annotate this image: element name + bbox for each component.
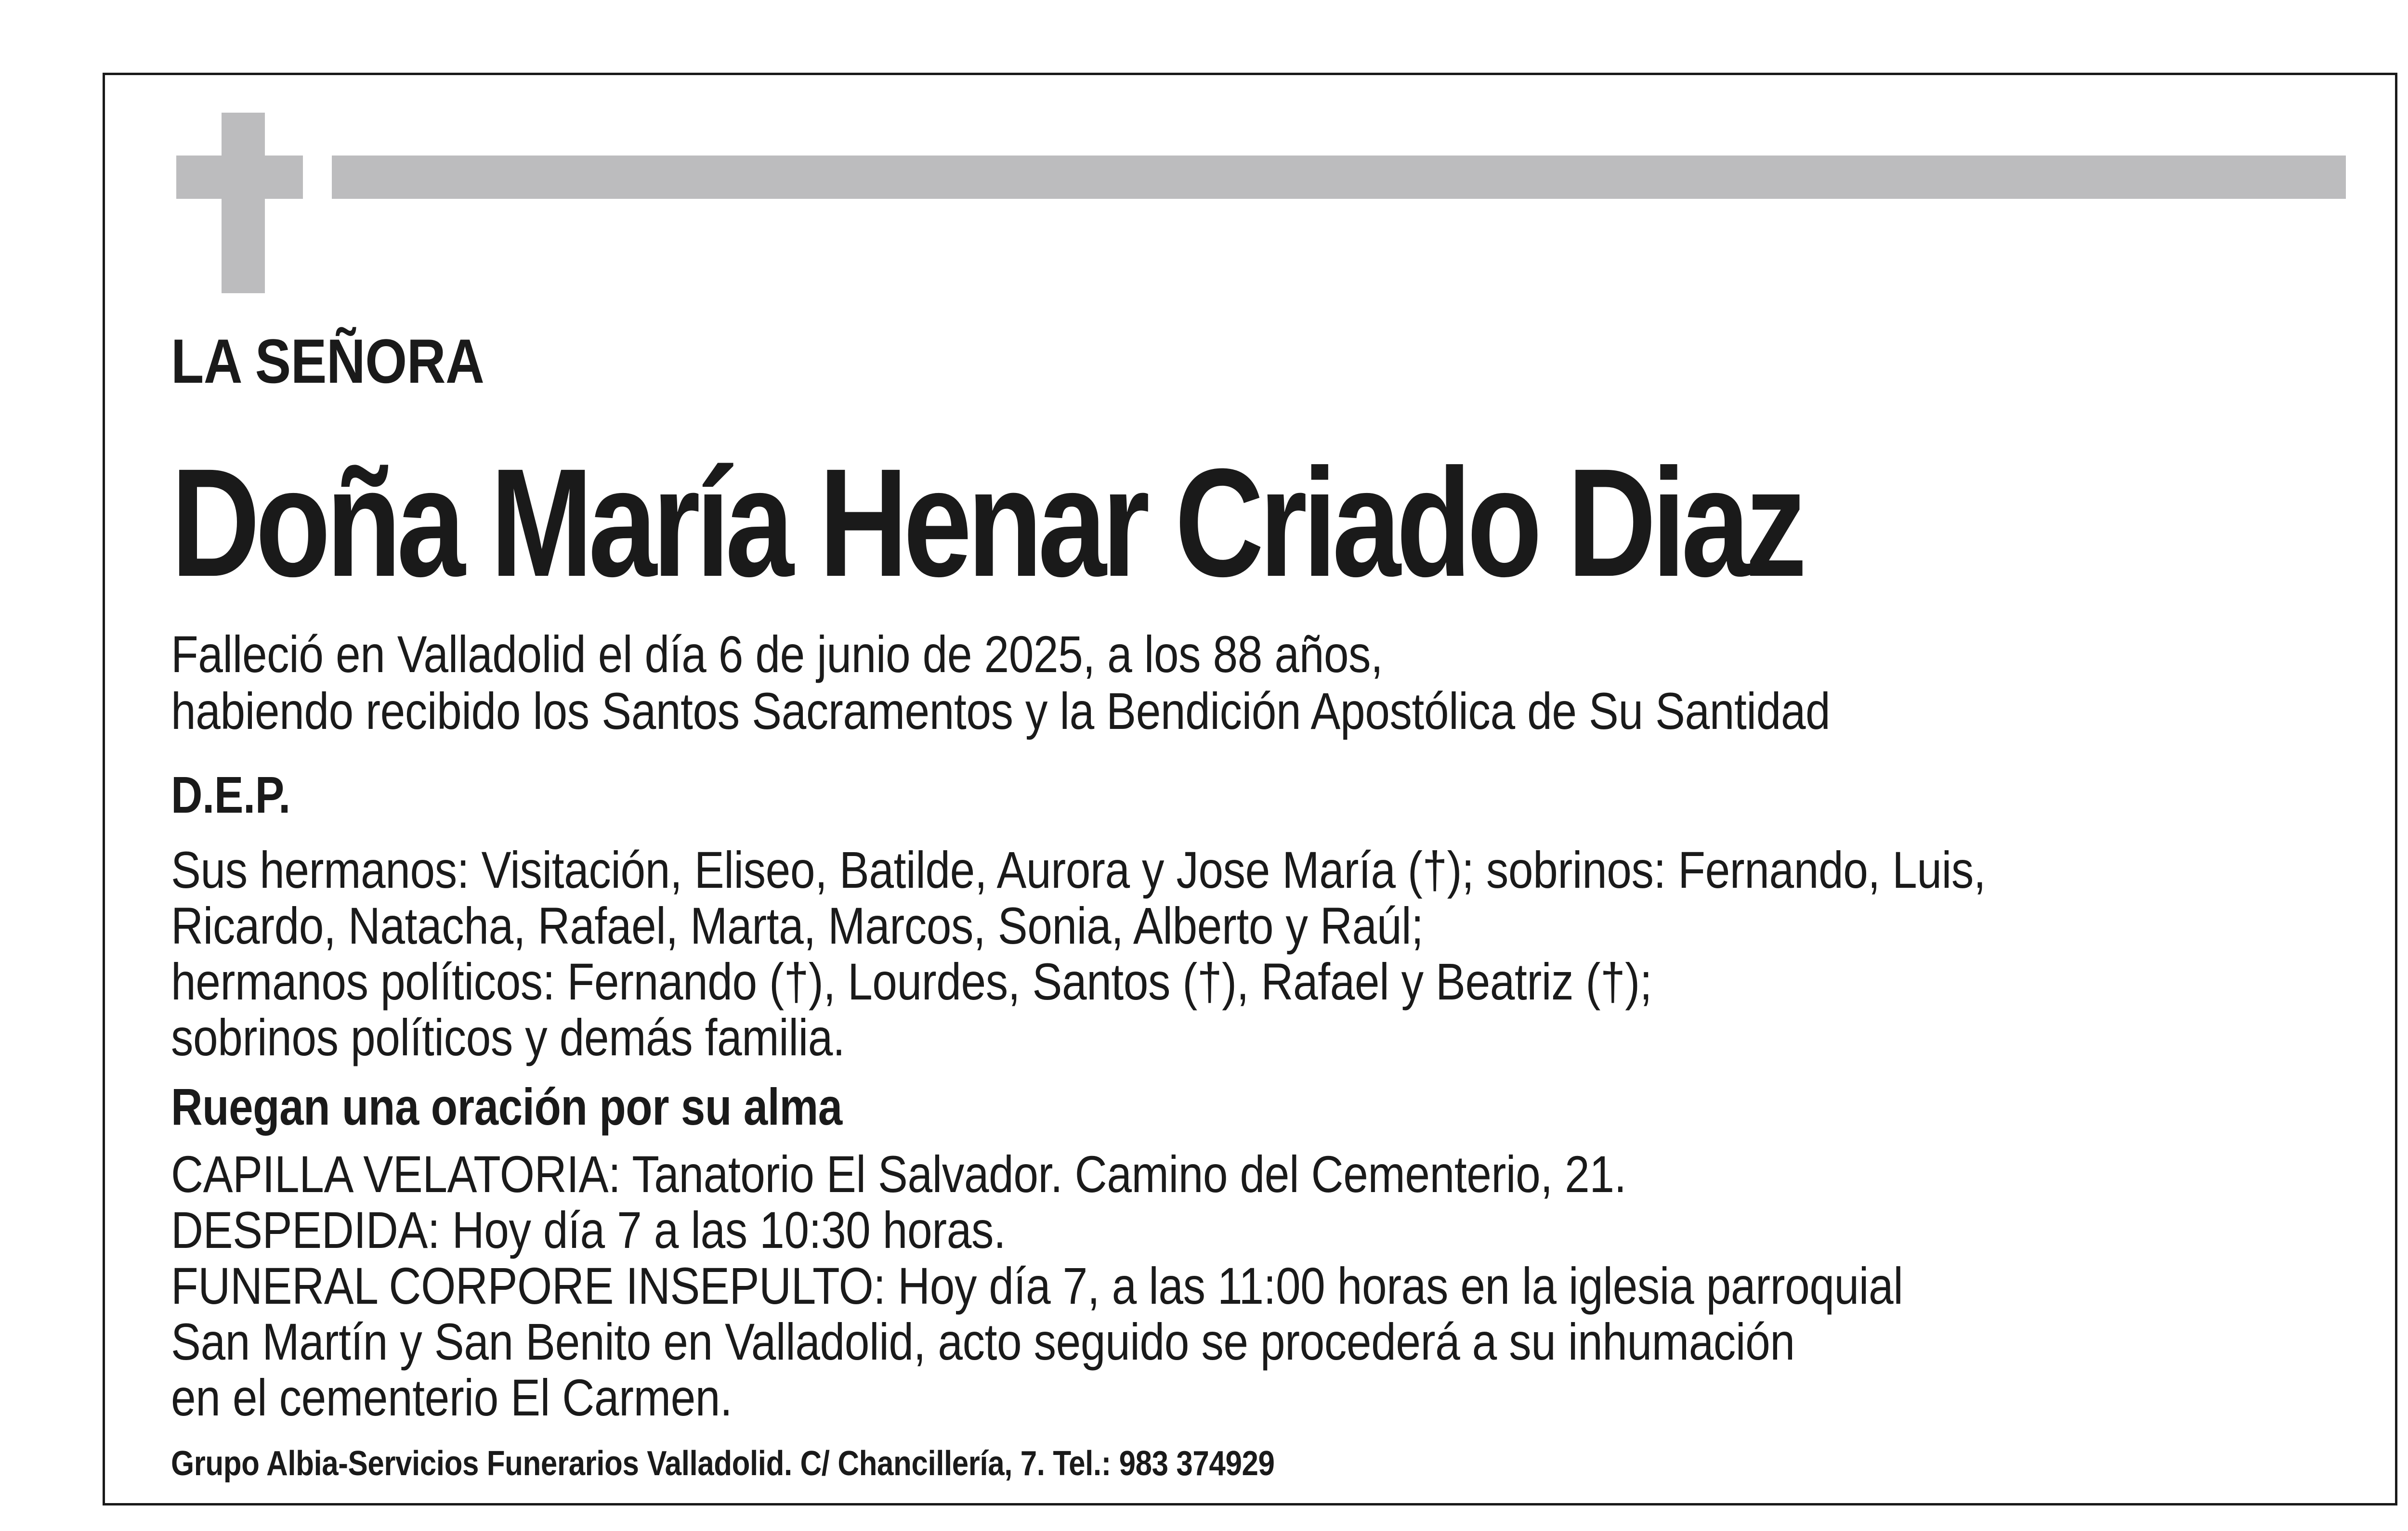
rip-label: D.E.P. bbox=[171, 766, 290, 824]
service-line: en el cementerio El Carmen. bbox=[171, 1368, 733, 1427]
service-line: FUNERAL CORPORE INSEPULTO: Hoy día 7, a las 11:00 horas en la iglesia parroquial bbox=[171, 1257, 1903, 1315]
service-line: DESPEDIDA: Hoy día 7 a las 10:30 horas. bbox=[171, 1201, 1006, 1259]
family-line: sobrinos políticos y demás familia. bbox=[171, 1008, 845, 1066]
cross-icon bbox=[222, 113, 265, 293]
header-bar bbox=[332, 156, 2346, 199]
family-line: Sus hermanos: Visitación, Eliseo, Batilde, Aurora y Jose María (†); sobrinos: Fernando, Luis, bbox=[171, 841, 1986, 899]
service-line: San Martín y San Benito en Valladolid, acto seguido se procederá a su inhumación bbox=[171, 1312, 1795, 1371]
service-line: CAPILLA VELATORIA: Tanatorio El Salvador. Camino del Cementerio, 21. bbox=[171, 1145, 1626, 1203]
deceased-name: Doña María Henar Criado Diaz bbox=[171, 436, 1803, 609]
cross-icon-arm bbox=[176, 156, 303, 199]
death-line: habiendo recibido los Santos Sacramentos y la Bendición Apostólica de Su Santidad bbox=[171, 682, 1831, 740]
honorific: LA SEÑORA bbox=[171, 326, 484, 396]
death-line: Falleció en Valladolid el día 6 de junio de 2025, a los 88 años, bbox=[171, 625, 1383, 683]
family-line: Ricardo, Natacha, Rafael, Marta, Marcos, Sonia, Alberto y Raúl; bbox=[171, 896, 1424, 955]
family-line: hermanos políticos: Fernando (†), Lourdes, Santos (†), Rafael y Beatriz (†); bbox=[171, 952, 1652, 1011]
funeral-home-footer: Grupo Albia-Servicios Funerarios Valladolid. C/ Chancillería, 7. Tel.: 983 374929 bbox=[171, 1444, 1275, 1483]
prayer-request: Ruegan una oración por su alma bbox=[171, 1077, 842, 1136]
